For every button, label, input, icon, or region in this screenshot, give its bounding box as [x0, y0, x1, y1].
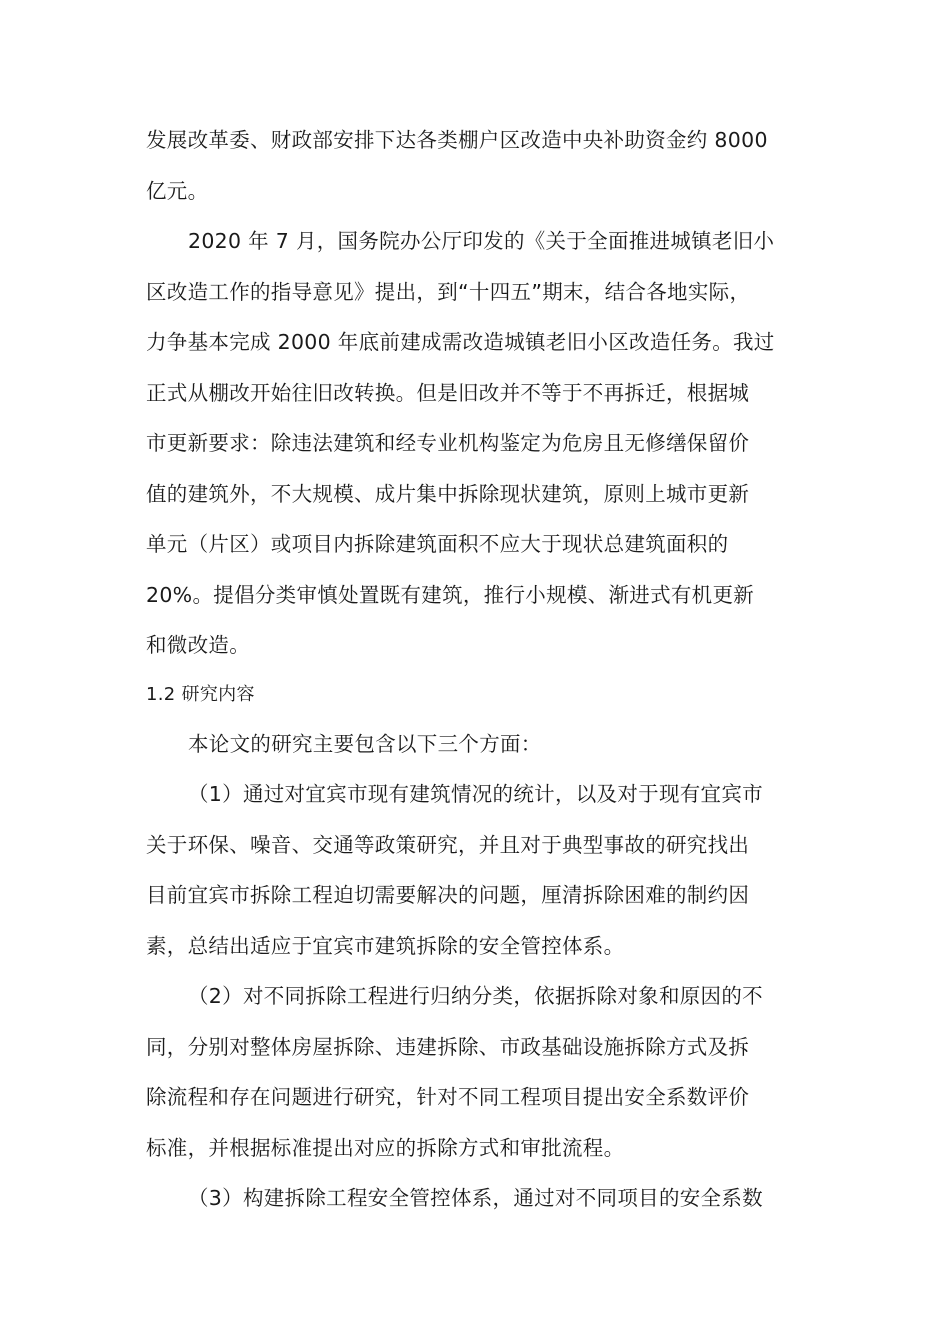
paragraph-line: 素，总结出适应于宜宾市建筑拆除的安全管控体系。 — [146, 933, 625, 958]
paragraph-line: 目前宜宾市拆除工程迫切需要解决的问题，厘清拆除困难的制约因 — [146, 883, 750, 907]
paragraph-line: （3）构建拆除工程安全管控体系，通过对不同项目的安全系数 — [188, 1186, 763, 1210]
paragraph-line: 市更新要求：除违法建筑和经专业机构鉴定为危房且无修缮保留价 — [146, 431, 750, 455]
paragraph-line: 单元（片区）或项目内拆除建筑面积不应大于现状总建筑面积的 — [146, 532, 729, 556]
paragraph-line: 正式从棚改开始往旧改转换。但是旧改并不等于不再拆迁，根据城 — [146, 380, 750, 405]
paragraph-line: 亿元。 — [146, 178, 209, 203]
document-body — [146, 115, 810, 1224]
paragraph-line: 和微改造。 — [146, 633, 250, 657]
paragraph-line: 除流程和存在问题进行研究，针对不同工程项目提出安全系数评价 — [146, 1085, 750, 1109]
paragraph-line: 标准，并根据标准提出对应的拆除方式和审批流程。 — [146, 1135, 625, 1160]
paragraph-line: 发展改革委、财政部安排下达各类棚户区改造中央补助资金约 8000 — [146, 128, 768, 152]
paragraph-line: 20%。提倡分类审慎处置既有建筑，推行小规模、渐进式有机更新 — [146, 582, 755, 607]
paragraph-line: 本论文的研究主要包含以下三个方面： — [188, 731, 542, 756]
paragraph-line: 力争基本完成 2000 年底前建成需改造城镇老旧小区改造任务。我过 — [146, 330, 775, 354]
paragraph-line: 关于环保、噪音、交通等政策研究，并且对于典型事故的研究找出 — [146, 832, 750, 857]
paragraph-line: 区改造工作的指导意见》提出，到“十四五”期末，结合各地实际， — [146, 279, 751, 304]
paragraph-line: （2）对不同拆除工程进行归纳分类，依据拆除对象和原因的不 — [188, 984, 763, 1008]
paragraph-line: 同，分别对整体房屋拆除、违建拆除、市政基础设施拆除方式及拆 — [146, 1034, 750, 1059]
paragraph-line: 值的建筑外，不大规模、成片集中拆除现状建筑，原则上城市更新 — [146, 481, 750, 506]
paragraph-line: 2020 年 7 月，国务院办公厅印发的《关于全面推进城镇老旧小 — [188, 229, 775, 253]
paragraph-line: （1）通过对宜宾市现有建筑情况的统计，以及对于现有宜宾市 — [188, 782, 763, 806]
section-heading: 1.2 研究内容 — [146, 683, 255, 705]
